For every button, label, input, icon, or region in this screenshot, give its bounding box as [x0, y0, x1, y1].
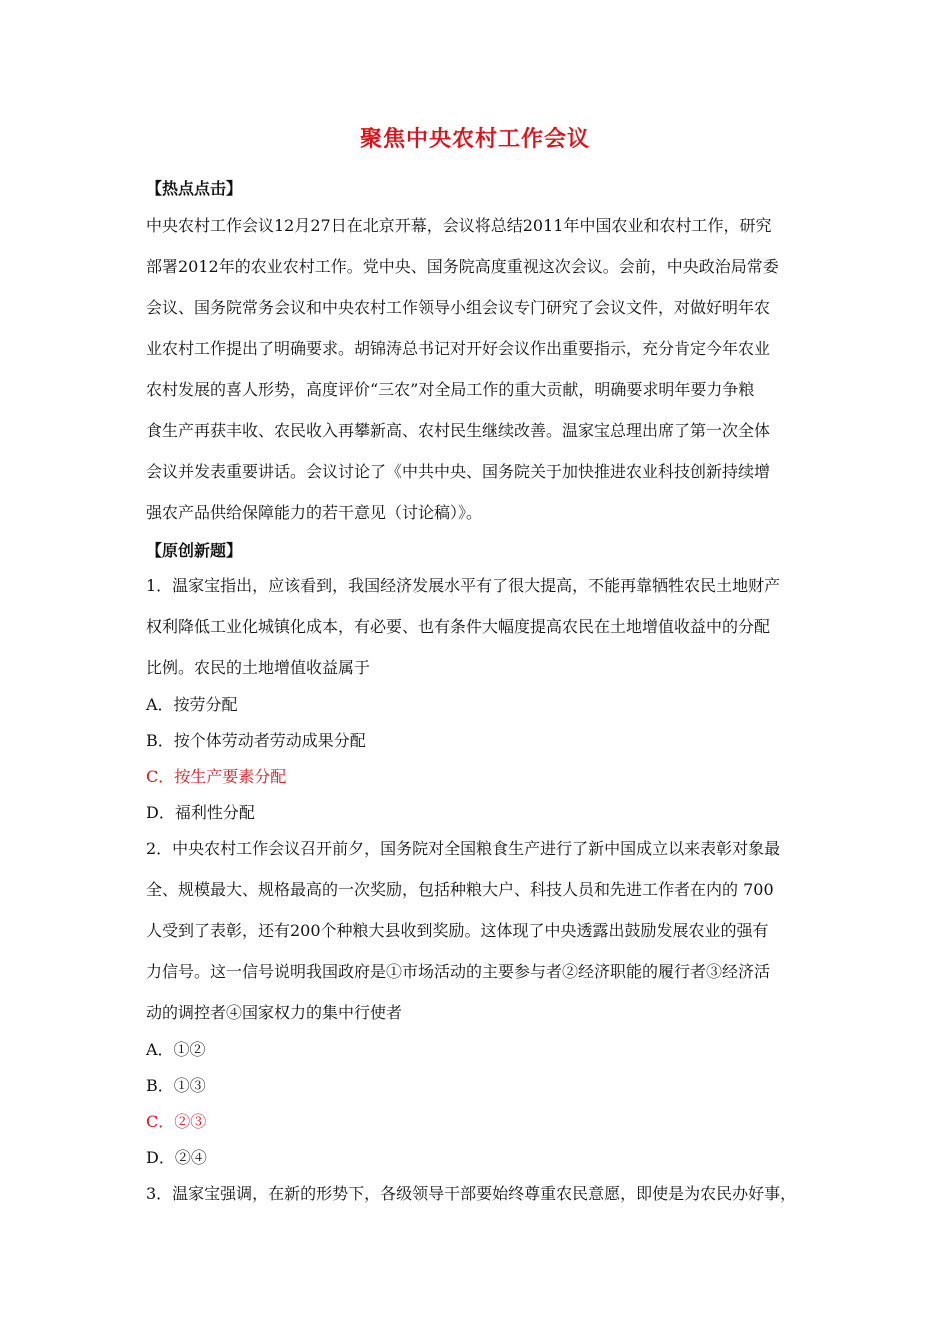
- hot-paragraph-line: 业农村工作提出了明确要求。胡锦涛总书记对开好会议作出重要指示，充分肯定今年农业: [146, 339, 771, 358]
- section-heading-new: 【原创新题】: [146, 541, 243, 560]
- question-1-line: 权利降低工业化城镇化成本，有必要、也有条件大幅度提高农民在土地增值收益中的分配: [146, 617, 771, 636]
- hot-paragraph-line: 会议、国务院常务会议和中央农村工作领导小组会议专门研究了会议文件，对做好明年农: [146, 298, 771, 317]
- section-heading-hot: 【热点点击】: [146, 179, 243, 198]
- hot-paragraph-line: 强农产品供给保障能力的若干意见（讨论稿）》。: [146, 503, 483, 522]
- q1-option-a: A．按劳分配: [146, 695, 238, 714]
- question-2-line: 人受到了表彰，还有200个种粮大县收到奖励。这体现了中央透露出鼓励发展农业的强有: [146, 921, 769, 940]
- hot-paragraph-line: 中央农村工作会议12月27日在北京开幕，会议将总结2011年中国农业和农村工作，研究: [146, 216, 772, 235]
- q2-option-b: B．①③: [146, 1076, 206, 1095]
- question-2-line: 全、规模最大、规格最高的一次奖励，包括种粮大户、科技人员和先进工作者在内的 700: [146, 880, 774, 899]
- q1-option-c-answer: C．按生产要素分配: [146, 767, 287, 786]
- q2-option-d: D．②④: [146, 1148, 207, 1167]
- hot-paragraph-line: 部署2012年的农业农村工作。党中央、国务院高度重视这次会议。会前，中央政治局常委: [146, 257, 779, 276]
- question-2-line: 力信号。这一信号说明我国政府是①市场活动的主要参与者②经济职能的履行者③经济活: [146, 962, 771, 981]
- question-1-line: 1．温家宝指出，应该看到，我国经济发展水平有了很大提高，不能再靠牺牲农民土地财产: [146, 576, 781, 595]
- q1-option-d: D．福利性分配: [146, 803, 255, 822]
- question-2-line: 2．中央农村工作会议召开前夕，国务院对全国粮食生产进行了新中国成立以来表彰对象最: [146, 839, 781, 858]
- hot-paragraph-line: 会议并发表重要讲话。会议讨论了《中共中央、国务院关于加快推进农业科技创新持续增: [146, 462, 771, 481]
- hot-paragraph-line: 农村发展的喜人形势，高度评价“三农”对全局工作的重大贡献，明确要求明年要力争粮: [146, 380, 755, 399]
- question-1-line: 比例。农民的土地增值收益属于: [146, 658, 371, 677]
- hot-paragraph-line: 食生产再获丰收、农民收入再攀新高、农村民生继续改善。温家宝总理出席了第一次全体: [146, 421, 771, 440]
- q2-option-a: A．①②: [146, 1040, 206, 1059]
- question-2-line: 动的调控者④国家权力的集中行使者: [146, 1003, 403, 1022]
- question-3-line: 3．温家宝强调，在新的形势下，各级领导干部要始终尊重农民意愿，即使是为农民办好事，: [146, 1184, 797, 1203]
- q2-option-c-answer: C．②③: [146, 1112, 207, 1131]
- q1-option-b: B．按个体劳动者劳动成果分配: [146, 731, 366, 750]
- page-title: 聚焦中央农村工作会议: [359, 127, 590, 152]
